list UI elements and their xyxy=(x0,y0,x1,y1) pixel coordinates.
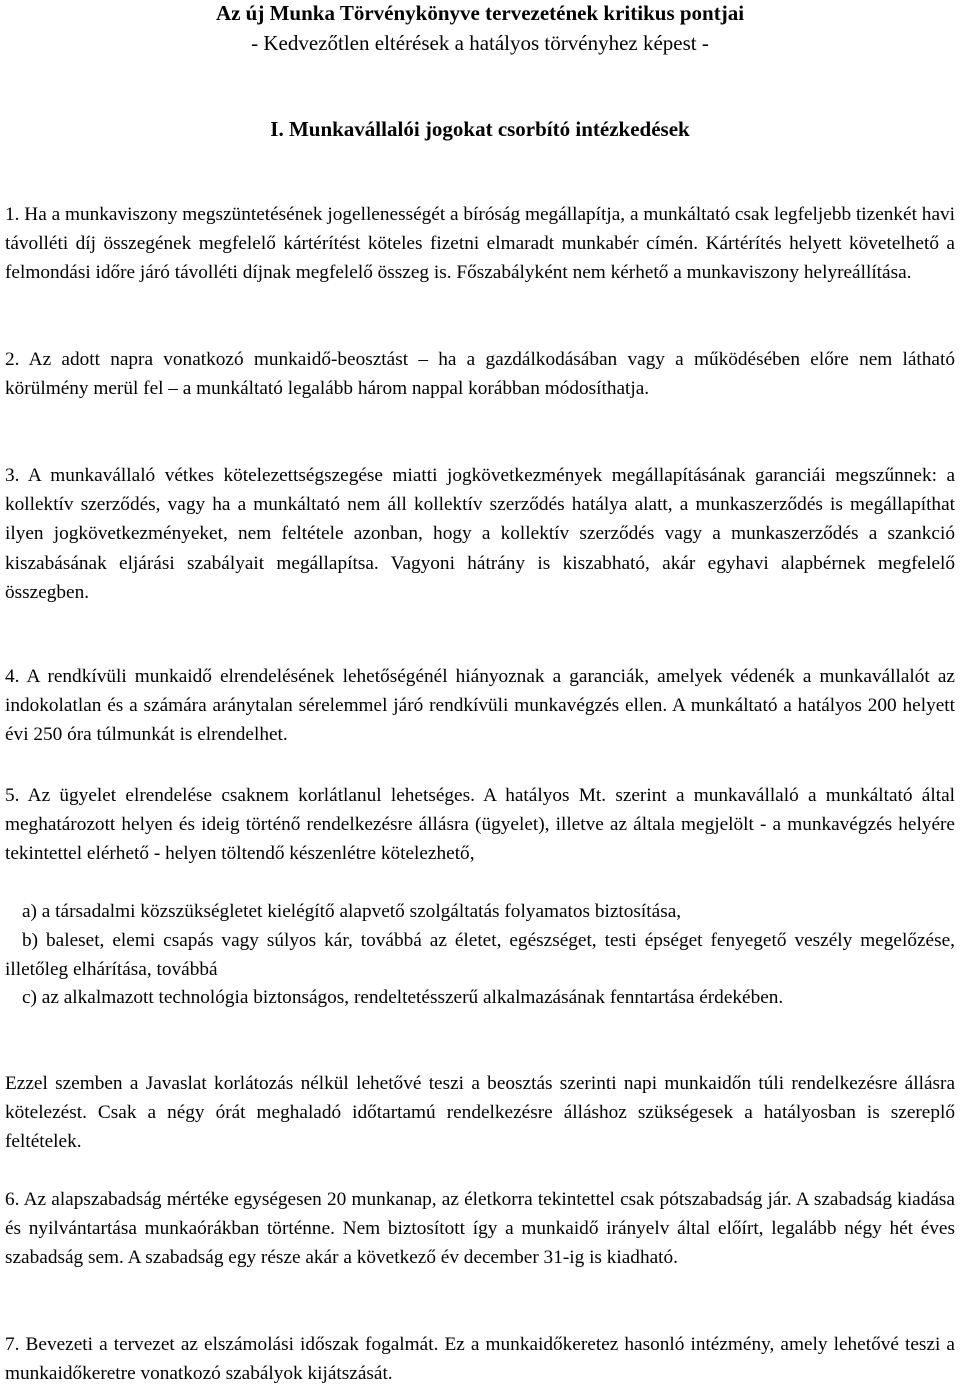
paragraph-5: 5. Az ügyelet elrendelése csaknem korlátlanul lehetséges. A hatályos Mt. szerint a munkavállaló a munkáltató által meghatározott helyen és ideig történő rendelkezésre állásra (ügyelet), illetve az általa megjelölt - a munkavégzés helyére tekintettel elérhető - helyen töltendő készenlétre kötelezhető, xyxy=(5,785,955,865)
list-item-a: a) a társadalmi közszükségletet kielégítő alapvető szolgáltatás folyamatos biztosítása, xyxy=(22,901,682,922)
paragraph-1: 1. Ha a munkaviszony megszüntetésének jogellenességét a bíróság megállapítja, a munkáltató csak legfeljebb tizenkét havi távolléti díj összegének megfelelő kártérítést köteles fizetni elmaradt munkabér címén. Kártérítés helyett követelhető a felmondási időre járó távolléti díjnak megfelelő összeg is. Főszabályként nem kérhető a munkaviszony helyreállítása. xyxy=(5,204,955,284)
section-title: I. Munkavállalói jogokat csorbító intézkedések xyxy=(270,117,690,141)
paragraph-2: 2. Az adott napra vonatkozó munkaidő-beosztást – ha a gazdálkodásában vagy a működésében előre nem látható körülmény merül fel – a munkáltató legalább három nappal korábban módosíthatja. xyxy=(5,349,955,400)
paragraph-8: 7. Bevezeti a tervezet az elszámolási időszak fogalmát. Ez a munkaidőkeretez hasonló intézmény, amely lehetővé teszi a munkaidőkeretre vonatkozó szabályok kijátszását. xyxy=(5,1334,955,1385)
list-item-b: b) baleset, elemi csapás vagy súlyos kár, továbbá az életet, egészséget, testi épséget fenyegető veszély megelőzése, illetőleg elhárítása, továbbá xyxy=(5,930,955,981)
paragraph-3: 3. A munkavállaló vétkes kötelezettségszegése miatti jogkövetkezmények megállapításának garanciái megszűnnek: a kollektív szerződés, vagy ha a munkáltató nem áll kollektív szerződés hatálya alatt, a munkaszerződés is megállapíthat ilyen jogkövetkezményeket, nem feltétele azonban, hogy a kollektív szerződés vagy a munkaszerződés a szankció kiszabásának eljárási szabályait megállapítsa. Vagyoni hátrány is kiszabható, akár egyhavi alapbérnek megfelelő összegben. xyxy=(5,465,955,603)
document-title: Az új Munka Törvénykönyve tervezetének kritikus pontjai xyxy=(215,1,745,25)
document-subtitle: - Kedvezőtlen eltérések a hatályos törvényhez képest - xyxy=(251,31,709,55)
paragraph-4: 4. A rendkívüli munkaidő elrendelésének lehetőségénél hiányoznak a garanciák, amelyek védenék a munkavállalót az indokolatlan és a számára aránytalan sérelemmel járó rendkívüli munkavégzés ellen. A munkáltató a hatályos 200 helyett évi 250 óra túlmunkát is elrendelhet. xyxy=(5,666,955,746)
paragraph-6: Ezzel szemben a Javaslat korlátozás nélkül lehetővé teszi a beosztás szerinti napi munkaidőn túli rendelkezésre állásra kötelezést. Csak a négy órát meghaladó időtartamú rendelkezésre álláshoz szükségesek a hatályosban is szereplő feltételek. xyxy=(5,1073,955,1153)
list-item-c: c) az alkalmazott technológia biztonságos, rendeltetésszerű alkalmazásának fenntartása érdekében. xyxy=(22,987,784,1008)
paragraph-7: 6. Az alapszabadság mértéke egységesen 20 munkanap, az életkorra tekintettel csak pótszabadság jár. A szabadság kiadása és nyilvántartása munkaórákban történne. Nem biztosított így a munkaidő irányelv által előírt, legalább négy hét éves szabadság sem. A szabadság egy része akár a következő év december 31-ig is kiadható. xyxy=(5,1189,955,1269)
